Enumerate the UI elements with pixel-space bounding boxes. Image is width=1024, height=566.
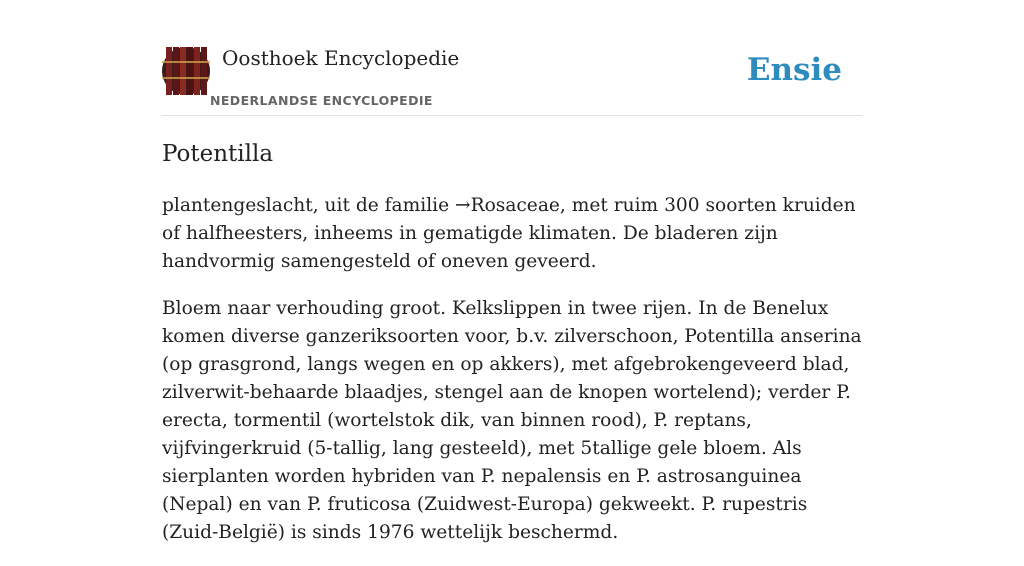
header-divider — [162, 115, 862, 116]
brand-logo-link[interactable]: Ensie — [746, 52, 842, 88]
site-header — [162, 46, 862, 116]
site-subtitle: NEDERLANDSE ENCYCLOPEDIE — [210, 93, 433, 108]
site-name-link[interactable]: Oosthoek Encyclopedie — [222, 46, 460, 70]
encyclopedia-books-icon[interactable] — [162, 47, 210, 95]
article-title: Potentilla — [162, 141, 274, 167]
article-paragraph: Bloem naar verhouding groot. Kelkslippen in twee rijen. In de Benelux komen diverse ganzeriksoorten voor, b.v. zilverschoon, Potentilla anserina (op grasgrond, langs wegen en op akkers), met afgebrokengeveerd blad, zilverwit-behaarde blaadjes, stengel aan de knopen wortelend); verder P. erecta, tormentil (wortelstok dik, van binnen rood), P. reptans, vijfvingerkruid (5-tallig, lang gesteeld), met 5tallige gele bloem. Als sierplanten worden hybriden van P. nepalensis en P. astrosanguinea (Nepal) en van P. fruticosa (Zuidwest-Europa) gekweekt. P. rupestris (Zuid-België) is sinds 1976 wettelijk beschermd. — [162, 298, 862, 543]
article-body — [162, 192, 862, 566]
article-paragraph: plantengeslacht, uit de familie →Rosaceae, met ruim 300 soorten kruiden of halfheesters, inheems in gematigde klimaten. De bladeren zijn handvormig samengesteld of oneven geveerd. — [162, 195, 856, 272]
